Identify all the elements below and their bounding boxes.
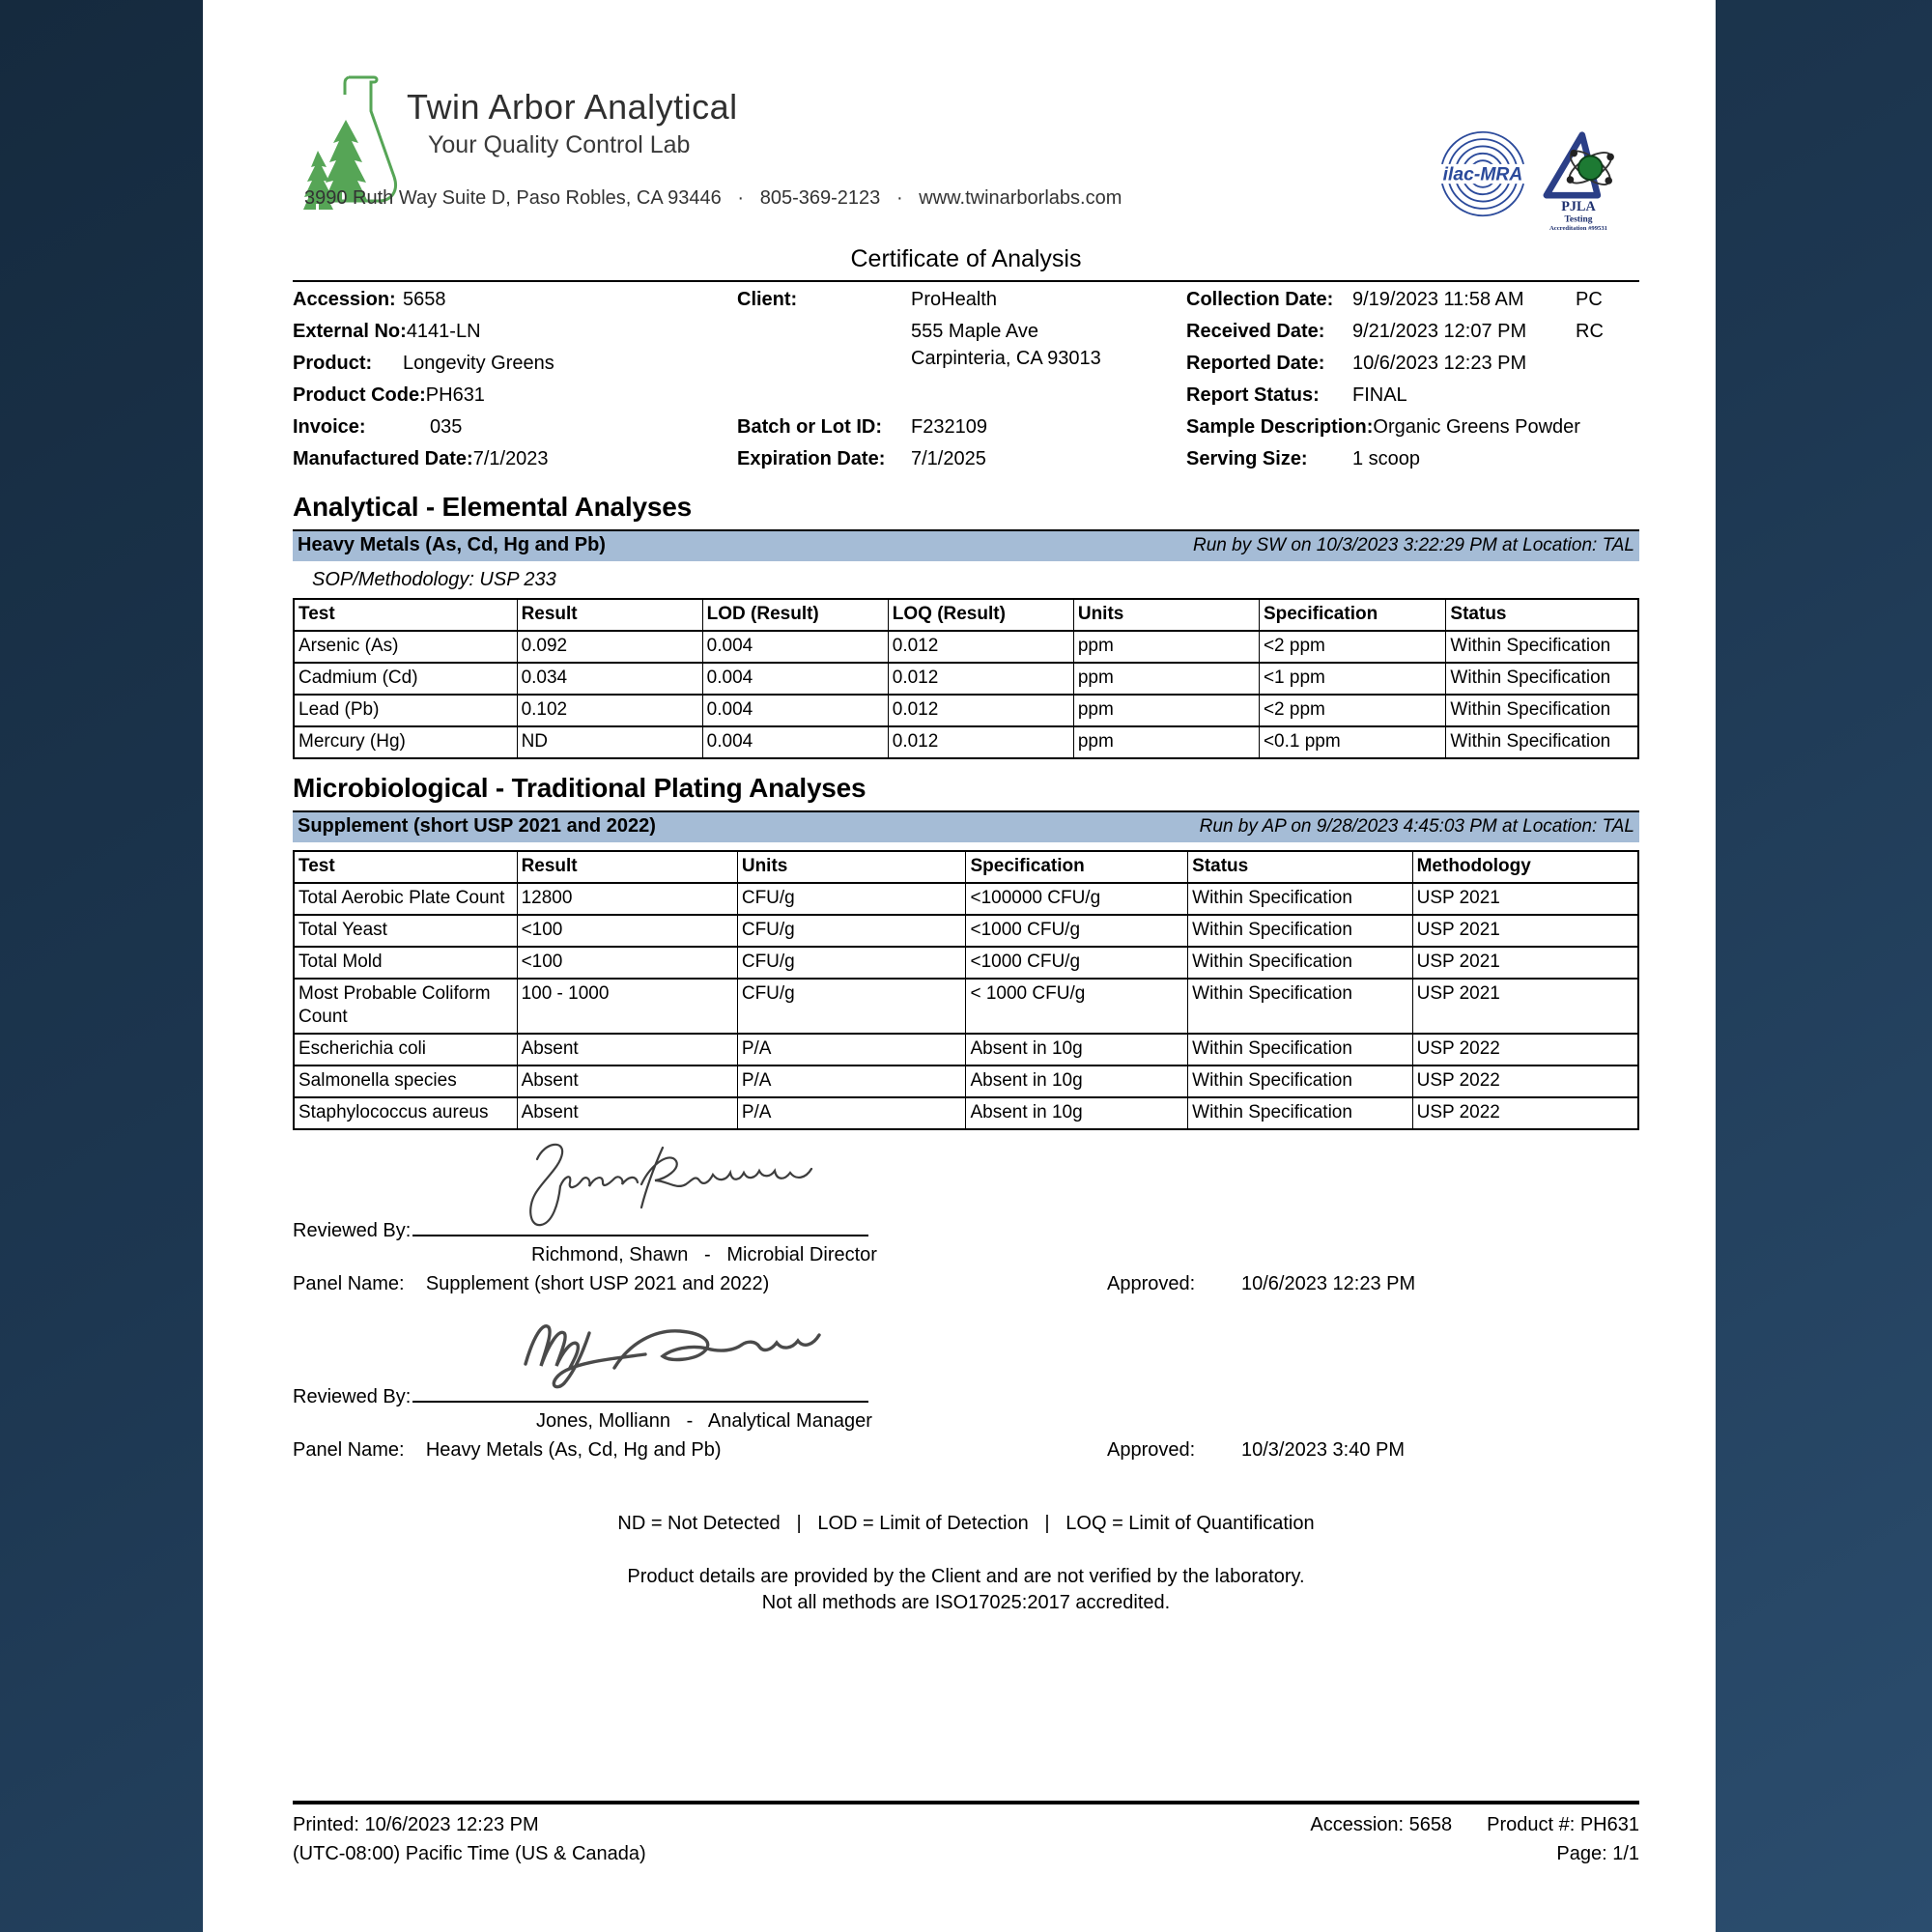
info-row [737,446,1186,478]
table-cell: Within Specification [1188,979,1412,1034]
run-note: Run by SW on 10/3/2023 3:22:29 PM at Location: TAL [1193,535,1634,555]
table-cell: 0.092 [517,631,702,663]
table-cell: 0.004 [702,663,888,695]
disclaimer-line: Product details are provided by the Client and are not verified by the laboratory. [627,1566,1305,1587]
field-value: F232109 [911,416,987,438]
info-row [293,414,737,446]
table-cell: Cadmium (Cd) [294,663,517,695]
info-row [737,414,1186,446]
heavy-metals-table [293,598,1639,759]
table-cell: P/A [737,1097,966,1129]
table-cell: ND [517,726,702,758]
table-cell: 0.012 [888,726,1073,758]
field-label: Manufactured Date: [293,448,473,469]
reviewer-name-title: Richmond, Shawn - Microbial Director [531,1244,877,1265]
panel-name-line: Panel Name: Heavy Metals (As, Cd, Hg and Pb) [293,1439,722,1461]
field-value: Carpinteria, CA 93013 [911,348,1101,369]
table-cell: Absent [517,1065,737,1097]
approved-label: Approved: [1107,1439,1196,1461]
table-cell: P/A [737,1034,966,1065]
ilac-mra-logo [1438,129,1527,218]
approved-timestamp: 10/3/2023 3:40 PM [1241,1439,1406,1461]
table-cell: USP 2022 [1412,1097,1638,1129]
table-row [294,726,1638,758]
svg-text:PJLA: PJLA [1561,199,1596,215]
field-value: 9/19/2023 11:58 AM [1352,289,1524,310]
table-cell: USP 2022 [1412,1034,1638,1065]
info-row [293,383,737,414]
table-cell: Within Specification [1188,1097,1412,1129]
column-header: Specification [966,851,1188,883]
document-content [203,70,1716,1616]
field-value: 7/1/2025 [911,448,986,469]
table-cell: <2 ppm [1259,695,1445,726]
table-cell: ppm [1073,631,1259,663]
accreditation-logos [1438,129,1620,232]
field-value: 5658 [403,289,446,310]
panel-name: Supplement (short USP 2021 and 2022) [298,815,656,837]
table-row [294,663,1638,695]
table-cell: <100000 CFU/g [966,883,1188,915]
table-cell: USP 2021 [1412,883,1638,915]
table-cell: Within Specification [1446,663,1638,695]
timezone-note: (UTC-08:00) Pacific Time (US & Canada) [293,1843,646,1864]
table-cell: Most Probable Coliform Count [294,979,517,1034]
field-value: FINAL [1352,384,1407,406]
table-cell: USP 2021 [1412,915,1638,947]
table-cell: 0.102 [517,695,702,726]
company-contact-line: 3990 Ruth Way Suite D, Paso Robles, CA 93446 · 805-369-2123 · www.twinarborlabs.com [304,187,1122,209]
table-cell: ppm [1073,663,1259,695]
abbreviation-legend: ND = Not Detected | LOD = Limit of Detection | LOQ = Limit of Quantification [617,1513,1315,1534]
field-label: Sample Description: [1186,416,1374,438]
info-row [737,346,1186,378]
column-header: Units [1073,599,1259,631]
document-title: Certificate of Analysis [850,245,1082,272]
field-label: External No: [293,321,407,342]
table-cell: 12800 [517,883,737,915]
table-cell: Total Yeast [294,915,517,947]
signature-line [412,1213,868,1236]
column-header: Result [517,599,702,631]
company-name: Twin Arbor Analytical [407,87,738,127]
field-value: 10/6/2023 12:23 PM [1352,353,1527,374]
field-value: Organic Greens Powder [1373,416,1580,438]
info-row [1186,383,1639,414]
table-row [294,979,1638,1034]
column-header: Units [737,851,966,883]
table-header-row [294,599,1638,631]
section-heading-micro: Microbiological - Traditional Plating Analyses [293,773,867,803]
signature-block-micro [293,1138,1639,1304]
table-cell: 0.004 [702,631,888,663]
field-label: Serving Size: [1186,448,1308,469]
table-cell: <1 ppm [1259,663,1445,695]
info-row [737,378,1186,414]
field-label: Report Status: [1186,384,1320,406]
table-header-row [294,851,1638,883]
receiver-initials: RC [1576,321,1604,342]
table-cell: Staphylococcus aureus [294,1097,517,1129]
table-cell: CFU/g [737,979,966,1034]
footer-right [1310,1810,1639,1868]
info-row [293,287,737,319]
field-value: 4141-LN [406,321,481,342]
table-row [294,947,1638,979]
printed-timestamp: Printed: 10/6/2023 12:23 PM [293,1814,539,1835]
footer-accession: Accession: 5658 [1310,1814,1453,1835]
page-number: Page: 1/1 [1556,1843,1639,1864]
panel-banner-heavy-metals [293,529,1639,561]
table-cell: Lead (Pb) [294,695,517,726]
table-cell: 0.034 [517,663,702,695]
column-header: Specification [1259,599,1445,631]
pjla-logo [1537,129,1620,232]
table-cell: USP 2021 [1412,947,1638,979]
collector-initials: PC [1576,289,1603,310]
table-cell: < 1000 CFU/g [966,979,1188,1034]
field-label: Collection Date: [1186,289,1334,310]
table-row [294,915,1638,947]
table-cell: Absent in 10g [966,1097,1188,1129]
table-row [294,1097,1638,1129]
column-header: Test [294,851,517,883]
info-row [1186,287,1639,319]
micro-table [293,850,1639,1130]
table-cell: P/A [737,1065,966,1097]
field-label: Expiration Date: [737,448,886,469]
table-cell: 0.004 [702,726,888,758]
info-row [1186,414,1639,446]
table-cell: <100 [517,947,737,979]
field-value: 1 scoop [1352,448,1421,469]
reviewed-by-label: Reviewed By: [293,1386,412,1407]
field-label: Accession: [293,289,396,310]
table-cell: CFU/g [737,947,966,979]
run-note: Run by AP on 9/28/2023 4:45:03 PM at Location: TAL [1199,816,1634,837]
title-divider [293,280,1639,282]
table-cell: Within Specification [1188,915,1412,947]
info-row [737,319,1186,346]
field-label: Invoice: [293,416,366,438]
info-row [737,287,1186,319]
reviewed-by-label: Reviewed By: [293,1220,412,1241]
table-cell: Absent [517,1097,737,1129]
field-label: Product Code: [293,384,426,406]
table-cell: <100 [517,915,737,947]
table-cell: Within Specification [1446,695,1638,726]
info-row [293,351,737,383]
table-cell: Within Specification [1446,726,1638,758]
table-cell: Salmonella species [294,1065,517,1097]
field-label: Received Date: [1186,321,1325,342]
field-label: Batch or Lot ID: [737,416,882,438]
table-cell: Total Mold [294,947,517,979]
footer-divider [293,1801,1639,1804]
table-cell: <0.1 ppm [1259,726,1445,758]
field-value: Longevity Greens [403,353,554,374]
field-value: 035 [430,416,463,438]
info-row [1186,319,1639,351]
table-cell: Escherichia coli [294,1034,517,1065]
sample-info-grid [293,287,1639,478]
column-header: Test [294,599,517,631]
document-page [203,0,1716,1932]
letterhead [293,70,1639,232]
table-cell: Within Specification [1188,883,1412,915]
svg-text:Accreditation #99531: Accreditation #99531 [1549,225,1607,232]
approved-timestamp: 10/6/2023 12:23 PM [1241,1273,1416,1294]
panel-name: Heavy Metals (As, Cd, Hg and Pb) [298,534,606,555]
table-cell: <1000 CFU/g [966,947,1188,979]
field-value: ProHealth [911,289,997,310]
column-header: Methodology [1412,851,1638,883]
info-row [293,446,737,478]
field-label: Reported Date: [1186,353,1325,374]
field-label: Product: [293,353,373,374]
table-cell: Mercury (Hg) [294,726,517,758]
column-header: Result [517,851,737,883]
table-cell: Within Specification [1188,1065,1412,1097]
company-tagline: Your Quality Control Lab [428,131,691,158]
table-cell: Total Aerobic Plate Count [294,883,517,915]
info-column-left [293,287,737,478]
table-row [294,695,1638,726]
table-cell: Absent in 10g [966,1034,1188,1065]
table-cell: 0.012 [888,663,1073,695]
table-cell: <1000 CFU/g [966,915,1188,947]
panel-name-line: Panel Name: Supplement (short USP 2021 and 2022) [293,1273,770,1294]
svg-text:ilac-MRA: ilac-MRA [1442,164,1523,185]
table-cell: CFU/g [737,883,966,915]
table-cell: CFU/g [737,915,966,947]
table-cell: ppm [1073,695,1259,726]
reviewed-by-line [293,1379,868,1408]
reviewer-name-title: Jones, Molliann - Analytical Manager [536,1410,872,1432]
disclaimer-notes [293,1564,1639,1616]
info-row [293,319,737,351]
table-cell: Arsenic (As) [294,631,517,663]
svg-text:Testing: Testing [1564,214,1593,225]
info-column-middle [737,287,1186,478]
section-heading-elemental: Analytical - Elemental Analyses [293,492,692,522]
signature-block-heavy-metals [293,1304,1639,1470]
field-value: PH631 [425,384,485,406]
field-value: 555 Maple Ave [911,321,1038,342]
signature-line [412,1379,868,1403]
table-row [294,1034,1638,1065]
field-value: 9/21/2023 12:07 PM [1352,321,1527,342]
table-row [294,1065,1638,1097]
column-header: LOQ (Result) [888,599,1073,631]
table-cell: ppm [1073,726,1259,758]
sop-methodology: SOP/Methodology: USP 233 [312,569,556,590]
approved-label: Approved: [1107,1273,1196,1294]
table-cell: <2 ppm [1259,631,1445,663]
footer-left [293,1810,646,1868]
field-value: 7/1/2023 [472,448,549,469]
reviewed-by-line [293,1213,868,1242]
column-header: Status [1188,851,1412,883]
info-row [1186,446,1639,478]
footer-product: Product #: PH631 [1487,1814,1639,1835]
table-cell: Absent [517,1034,737,1065]
info-column-right [1186,287,1639,478]
column-header: LOD (Result) [702,599,888,631]
table-cell: Within Specification [1446,631,1638,663]
column-header: Status [1446,599,1638,631]
disclaimer-line: Not all methods are ISO17025:2017 accredited. [761,1592,1171,1613]
field-label: Client: [737,289,798,310]
info-row [1186,351,1639,383]
table-row [294,883,1638,915]
table-cell: USP 2021 [1412,979,1638,1034]
page-footer [293,1801,1639,1868]
table-cell: Within Specification [1188,947,1412,979]
table-row [294,631,1638,663]
table-cell: 0.004 [702,695,888,726]
table-cell: USP 2022 [1412,1065,1638,1097]
table-cell: 0.012 [888,695,1073,726]
table-cell: Absent in 10g [966,1065,1188,1097]
table-cell: 100 - 1000 [517,979,737,1034]
panel-banner-supplement [293,810,1639,842]
table-cell: Within Specification [1188,1034,1412,1065]
table-cell: 0.012 [888,631,1073,663]
